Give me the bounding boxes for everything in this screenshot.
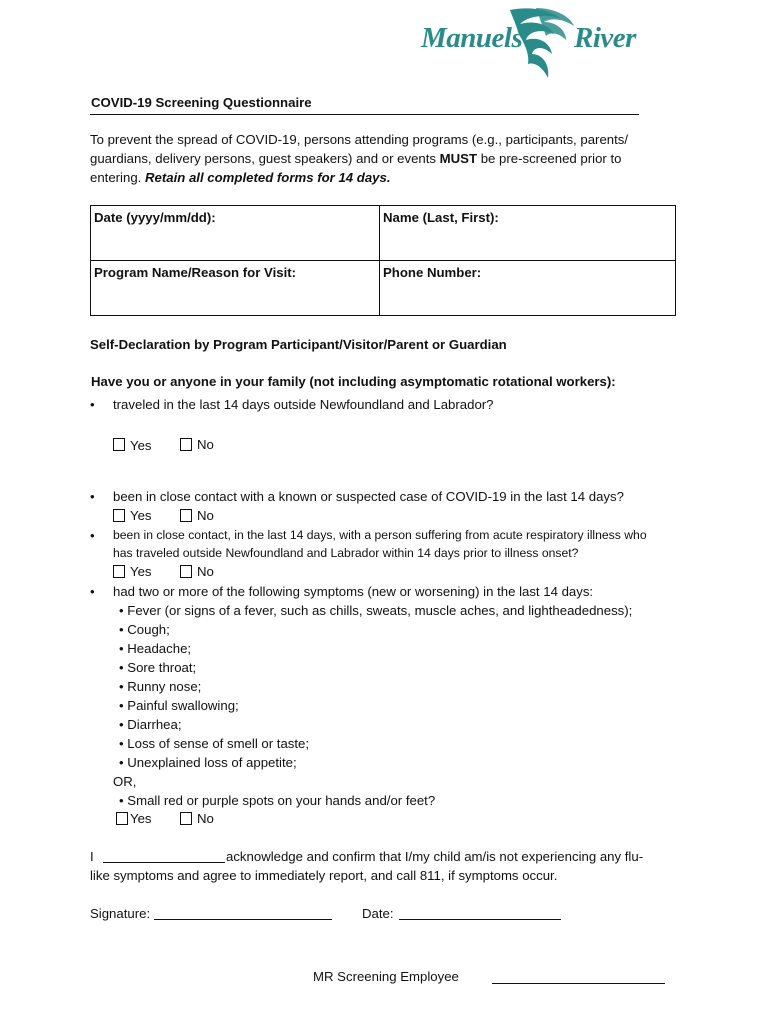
- q2-no-label: No: [197, 508, 214, 523]
- list-item: • Painful swallowing;: [119, 698, 239, 713]
- bullet-icon: •: [90, 584, 95, 599]
- date-field-line[interactable]: [399, 919, 561, 920]
- intro-line-3: entering. Retain all completed forms for 14 days.: [90, 170, 391, 185]
- question-3-line-1: been in close contact, in the last 14 days, with a person suffering from acute respiratory illness who: [113, 528, 647, 542]
- ack-name-field[interactable]: [103, 862, 225, 863]
- question-1: traveled in the last 14 days outside Newfoundland and Labrador?: [113, 397, 494, 412]
- bullet-icon: •: [90, 397, 95, 412]
- q2-yes-checkbox[interactable]: [113, 509, 125, 522]
- intro-line-1: To prevent the spread of COVID-19, persons attending programs (e.g., participants, parents/: [90, 132, 629, 147]
- q2-no-checkbox[interactable]: [180, 509, 192, 522]
- employee-field[interactable]: [492, 983, 665, 984]
- q3-yes-checkbox[interactable]: [113, 565, 125, 578]
- list-item: • Unexplained loss of appetite;: [119, 755, 297, 770]
- bullet-icon: •: [90, 528, 95, 543]
- question-lead: Have you or anyone in your family (not including asymptomatic rotational workers):: [91, 374, 616, 389]
- section-title: Self-Declaration by Program Participant/Visitor/Parent or Guardian: [90, 337, 507, 352]
- list-item: • Headache;: [119, 641, 192, 656]
- q3-yes-label: Yes: [130, 564, 152, 579]
- program-field[interactable]: Program Name/Reason for Visit:: [91, 261, 380, 316]
- signature-label: Signature:: [90, 906, 151, 921]
- list-item: • Loss of sense of smell or taste;: [119, 736, 310, 751]
- name-field[interactable]: Name (Last, First):: [380, 206, 676, 261]
- date-field[interactable]: Date (yyyy/mm/dd):: [91, 206, 380, 261]
- q2-yes-label: Yes: [130, 508, 152, 523]
- q1-yes-checkbox[interactable]: [113, 438, 125, 451]
- list-item: • Small red or purple spots on your hands and/or feet?: [119, 793, 436, 808]
- q4-yes-checkbox[interactable]: [116, 812, 128, 825]
- list-item: • Cough;: [119, 622, 170, 637]
- bullet-icon: •: [90, 489, 95, 504]
- page-title: COVID-19 Screening Questionnaire: [91, 95, 312, 110]
- list-item: • Fever (or signs of a fever, such as chills, sweats, muscle aches, and lightheadedness);: [119, 603, 633, 618]
- list-item: • Sore throat;: [119, 660, 197, 675]
- employee-label: MR Screening Employee: [313, 969, 459, 984]
- list-item: • Diarrhea;: [119, 717, 182, 732]
- question-2: been in close contact with a known or suspected case of COVID-19 in the last 14 days?: [113, 489, 624, 504]
- question-4: had two or more of the following symptoms (new or worsening) in the last 14 days:: [113, 584, 594, 599]
- ack-line-2: like symptoms and agree to immediately report, and call 811, if symptoms occur.: [90, 868, 558, 883]
- q3-no-checkbox[interactable]: [180, 565, 192, 578]
- q4-yes-label: Yes: [130, 811, 152, 826]
- logo-word-river: River: [574, 22, 636, 54]
- question-3-line-2: has traveled outside Newfoundland and Labrador within 14 days prior to illness onset?: [113, 546, 579, 560]
- info-table: [90, 205, 676, 316]
- logo-word-manuels: Manuels: [421, 22, 523, 54]
- signature-field[interactable]: [154, 919, 332, 920]
- or-label: OR,: [113, 774, 137, 789]
- list-item: • Runny nose;: [119, 679, 202, 694]
- intro-line-2: guardians, delivery persons, guest speakers) and or events MUST be pre-screened prior to: [90, 151, 622, 166]
- ack-line-1: acknowledge and confirm that I/my child am/is not experiencing any flu-: [226, 849, 644, 864]
- ack-i: I: [90, 849, 94, 864]
- q4-no-checkbox[interactable]: [180, 812, 192, 825]
- title-underline: [90, 114, 639, 115]
- q1-no-checkbox[interactable]: [180, 438, 192, 451]
- q1-no-label: No: [197, 437, 214, 452]
- q4-no-label: No: [197, 811, 214, 826]
- q3-no-label: No: [197, 564, 214, 579]
- q1-yes-label: Yes: [130, 438, 152, 453]
- date-label: Date:: [362, 906, 394, 921]
- phone-field[interactable]: Phone Number:: [380, 261, 676, 316]
